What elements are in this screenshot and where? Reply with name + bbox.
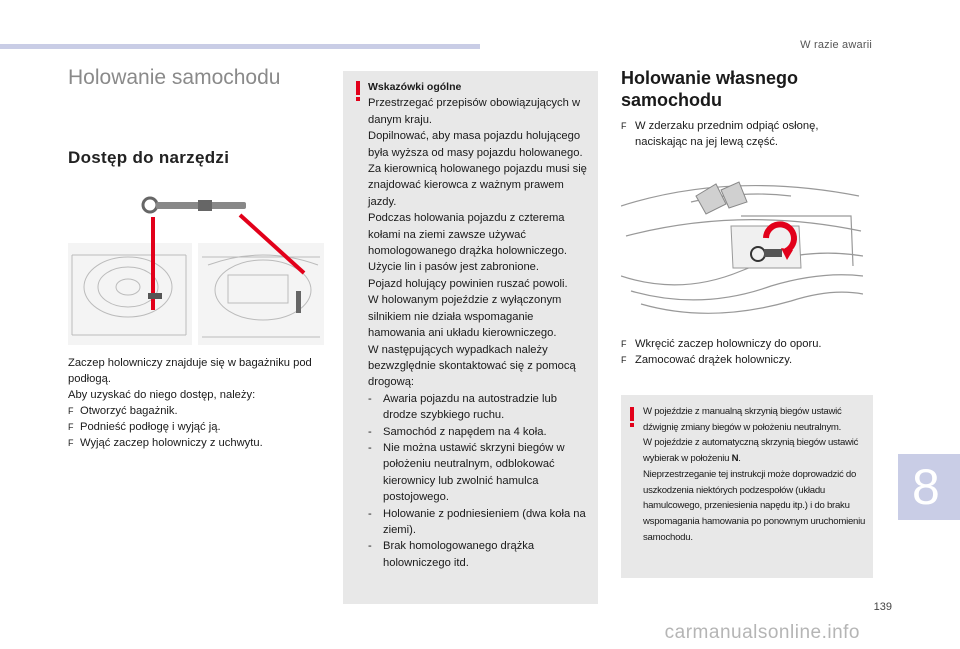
list-item: - Brak homologowanego drążka holowniczego itd. (368, 540, 535, 569)
bullet-icon: F (621, 355, 627, 365)
access-text: Aby uzyskać do niego dostęp, należy: (68, 389, 256, 401)
list-item: F Zamocować drążek holowniczy. (621, 354, 793, 366)
instruction-steps (621, 336, 869, 368)
list-item: - Holowanie z podniesieniem (dwa koła na ziemi). (368, 507, 586, 536)
bullet-icon: F (68, 406, 74, 416)
list-item: - Nie można ustawić skrzyni biegów w położeniu neutralnym, odblokować kierownicy lub zwolnić hamulca postojowego. (368, 441, 565, 504)
list-item: - Samochód z napędem na 4 koła. (368, 425, 547, 438)
warning-heading: Wskazówki ogólne (368, 81, 462, 93)
list-item: F Wkręcić zaczep holowniczy do oporu. (621, 338, 822, 350)
front-bumper-illustration (621, 176, 863, 324)
section-heading: Dostęp do narzędzi (68, 148, 230, 167)
warning-exclamation-icon (353, 79, 363, 103)
intro-text: Zaczep holowniczy znajduje się w bagażniku pod podłogą. (68, 357, 312, 385)
header-accent-bar (0, 44, 480, 49)
page-number: 139 (873, 601, 892, 613)
access-instructions (68, 355, 330, 451)
bullet-icon: F (621, 339, 627, 349)
gearbox-warning-box: W pojeździe z manualną skrzynią biegów ustawić dźwignię zmiany biegów w położeniu neutralnym. W pojeździe z automatyczną skrzynią biegów ustawić wybierak w położeniu N. Nieprzestrzeganie tej instrukcji może doprowadzić do uszkodzenia niektórych podzespołów (układu hamulcowego, przeniesienia napędu itp.) i do braku wspomagania hamowania po ponownym uruchomieniu samochodu. (621, 395, 873, 578)
trunk-tow-hook-illustration (68, 195, 324, 345)
bullet-icon: F (68, 422, 74, 432)
warning-exclamation-icon (627, 405, 637, 429)
page-title: Holowanie samochodu (68, 66, 281, 89)
general-warning-box: Wskazówki ogólne Przestrzegać przepisów obowiązujących w danym kraju. Dopilnować, aby masa pojazdu holującego była wyższa od masy pojazdu holowanego. Za kierownicą holowanego pojazdu musi się znajdować kierowca z ważnym prawem jazdy. Podczas holowania pojazdu z czterema kołami na ziemi zawsze używać homologowanego drążka holowniczego. Użycie lin i pasów jest zabronione. Pojazd holujący powinien ruszać powoli. W holowanym pojeździe z wyłączonym silnikiem nie działa wspomaganie hamowania ani układu kierowniczego. W następujących wypadkach należy bezwzględnie skontaktować się z pomocą drogową: - Awaria pojazdu na autostradzie lub drodze szybkiego ruchu. - Samochód z napędem na 4 koła. - Nie można ustawić skrzyni biegów w położeniu neutralnym, odblokować kierownicy lub zwolnić hamulca postojowego. - Holowanie z podniesieniem (dwa koła na ziemi). - Brak homologowanego drążka holowniczego itd. (343, 71, 598, 604)
watermark: carmanualsonline.info (664, 622, 860, 643)
instruction-step: F W zderzaku przednim odpiąć osłonę, naciskając na jej lewą część. (621, 120, 819, 148)
list-item: F Podnieść podłogę i wyjąć ją. (68, 421, 221, 433)
list-item: - Awaria pojazdu na autostradzie lub drodze szybkiego ruchu. (368, 392, 557, 422)
tow-hook-icon (143, 198, 246, 212)
towing-own-vehicle-heading: Holowanie własnego samochodu (621, 68, 799, 110)
bullet-icon: F (621, 121, 627, 131)
list-item: F Otworzyć bagażnik. (68, 405, 178, 417)
list-item: F Wyjąć zaczep holowniczy z uchwytu. (68, 437, 263, 449)
chapter-number-tab: 8 (898, 454, 960, 520)
bullet-icon: F (68, 438, 74, 448)
chapter-title: W razie awarii (800, 39, 872, 51)
